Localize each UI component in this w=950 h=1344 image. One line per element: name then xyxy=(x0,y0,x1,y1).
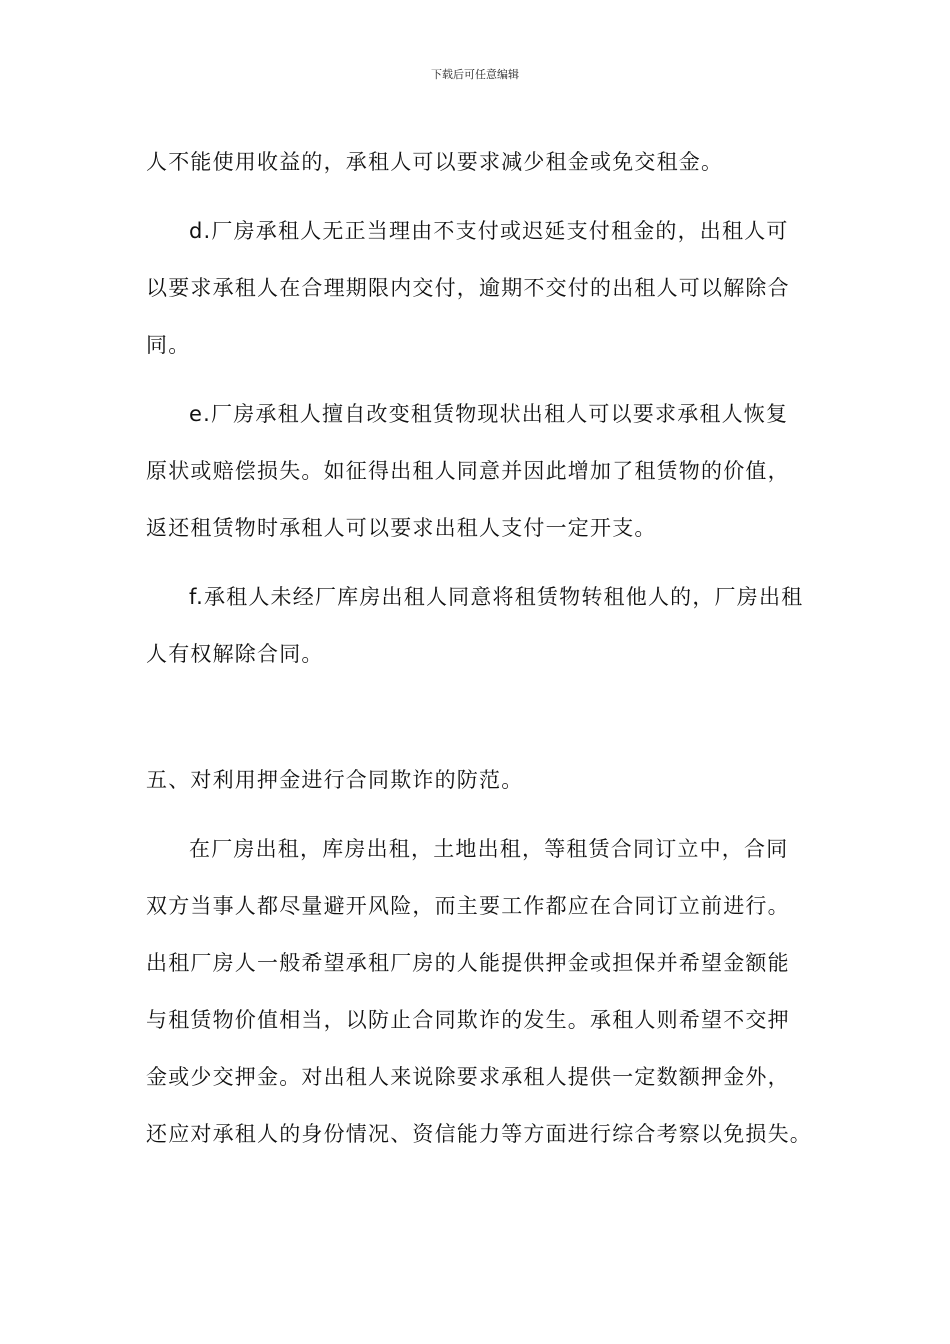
text-line: f.承租人未经厂库房出租人同意将租赁物转租他人的，厂房出租 xyxy=(189,585,804,609)
text-line: 还应对承租人的身份情况、资信能力等方面进行综合考察以免损失。 xyxy=(146,1122,812,1146)
text-line: d.厂房承租人无正当理由不支付或迟延支付租金的，出租人可 xyxy=(189,219,789,243)
text-line: 出租厂房人一般希望承租厂房的人能提供押金或担保并希望金额能 xyxy=(146,951,790,975)
paragraph-clause-e xyxy=(146,386,826,557)
text-line: 双方当事人都尽量避开风险，而主要工作都应在合同订立前进行。 xyxy=(146,894,790,918)
paragraph-clause-d xyxy=(146,203,826,374)
section-heading xyxy=(146,752,826,809)
paragraph-gap xyxy=(146,374,826,386)
text-line: e.厂房承租人擅自改变租赁物现状出租人可以要求承租人恢复 xyxy=(189,402,789,426)
text-line: 以要求承租人在合理期限内交付，逾期不交付的出租人可以解除合 xyxy=(146,276,790,300)
text-line: 同。 xyxy=(146,333,191,357)
paragraph-clause-f xyxy=(146,569,826,683)
text-line: 五、对利用押金进行合同欺诈的防范。 xyxy=(146,768,524,792)
paragraph-gap xyxy=(146,191,826,203)
text-line: 人不能使用收益的，承租人可以要求减少租金或免交租金。 xyxy=(146,150,724,174)
paragraph-gap xyxy=(146,557,826,569)
text-line: 在厂房出租，库房出租，土地出租，等租赁合同订立中，合同 xyxy=(189,837,789,861)
section-gap xyxy=(146,683,826,752)
text-line: 金或少交押金。对出租人来说除要求承租人提供一定数额押金外， xyxy=(146,1065,790,1089)
paragraph-gap xyxy=(146,809,826,821)
paragraph-deposit xyxy=(146,821,826,1163)
page-header: 下载后可任意编辑 xyxy=(431,68,519,81)
paragraph-continuation xyxy=(146,134,826,191)
text-line: 原状或赔偿损失。如征得出租人同意并因此增加了租赁物的价值， xyxy=(146,459,790,483)
text-line: 人有权解除合同。 xyxy=(146,642,324,666)
document-body xyxy=(146,134,826,1163)
text-line: 返还租赁物时承租人可以要求出租人支付一定开支。 xyxy=(146,516,657,540)
text-line: 与租赁物价值相当，以防止合同欺诈的发生。承租人则希望不交押 xyxy=(146,1008,790,1032)
